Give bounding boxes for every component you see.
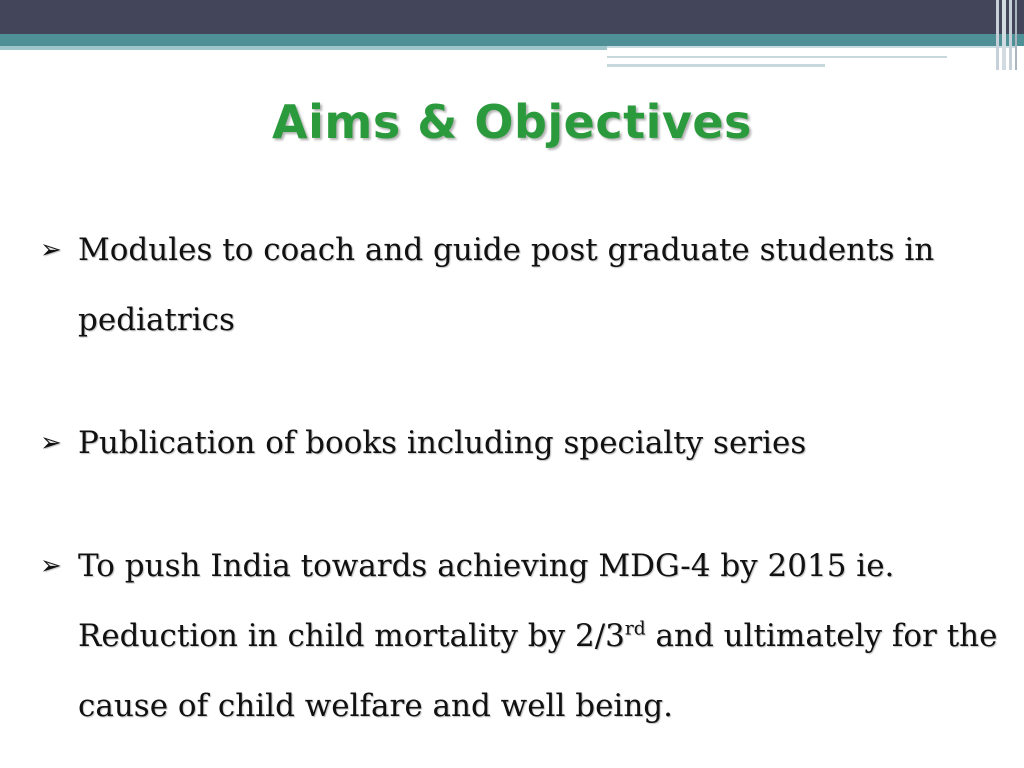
bullet-text-part: and ultimately for the cause of child welfare and well being. xyxy=(78,618,998,724)
header-dark-band xyxy=(0,0,1024,34)
header-teal-band xyxy=(0,34,1024,46)
superscript-ordinal: rd xyxy=(624,618,646,640)
bullet-item xyxy=(40,408,1000,478)
bullet-text xyxy=(78,548,997,724)
corner-stripe xyxy=(1002,0,1006,70)
bullet-list xyxy=(40,215,1000,741)
corner-stripe xyxy=(996,0,999,70)
bullet-text-part: To push India towards achieving MDG-4 by 2015 ie. Reduction in child mortality by 2/3 xyxy=(78,548,895,654)
bullet-text: Modules to coach and guide post graduate students in pediatrics xyxy=(78,232,935,338)
slide-title: Aims & Objectives xyxy=(272,95,752,149)
header-teal-light-band xyxy=(0,46,610,50)
bullet-item xyxy=(40,215,1000,355)
arrow-bullet-icon: ➢ xyxy=(40,428,62,458)
bullet-text: Publication of books including specialty series xyxy=(78,425,807,461)
arrow-bullet-icon: ➢ xyxy=(40,235,62,265)
corner-stripe xyxy=(1015,0,1017,70)
header-notch-line xyxy=(607,56,947,58)
bullet-item xyxy=(40,531,1000,741)
arrow-bullet-icon: ➢ xyxy=(40,551,62,581)
header-notch-line xyxy=(607,64,825,67)
corner-stripe xyxy=(1009,0,1012,70)
